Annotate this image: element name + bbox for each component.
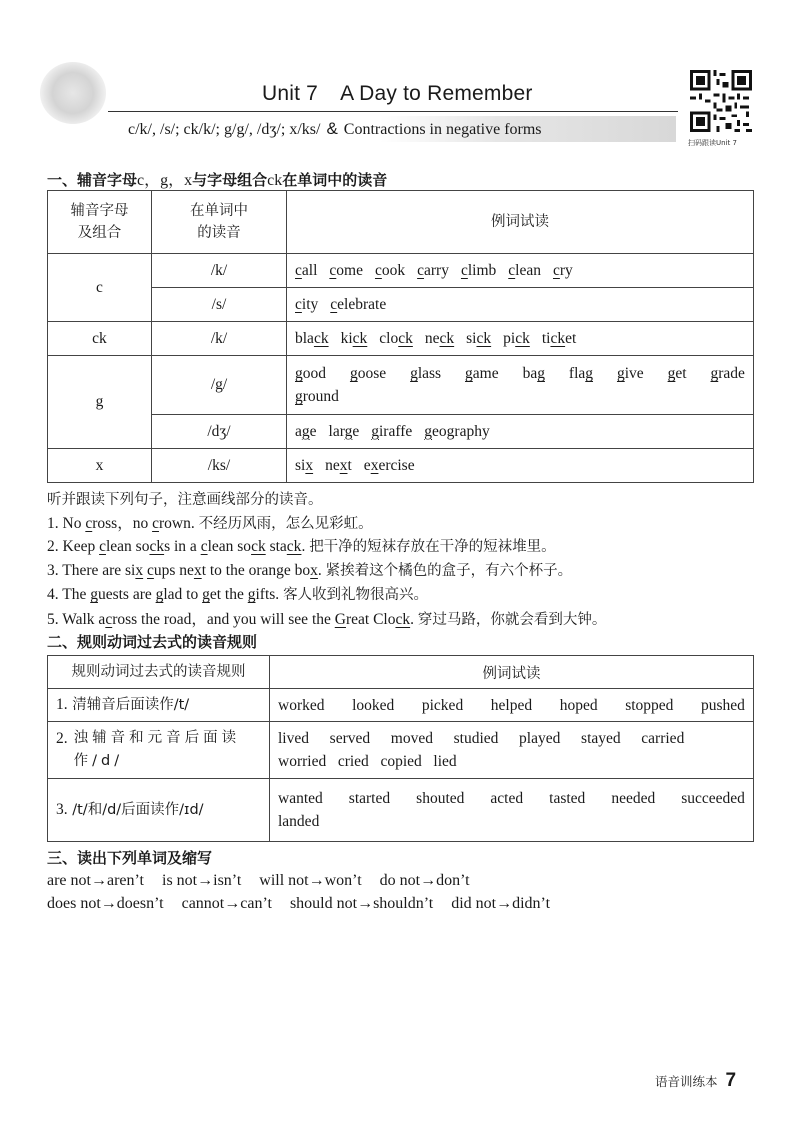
unit-title: A Day to Remember: [340, 82, 533, 105]
example-words: call come cook carry climb clean cry: [287, 254, 754, 288]
sound-cell: /ks/: [152, 449, 287, 483]
contraction-pair: cannot→can’t: [181, 895, 272, 912]
qr-code-icon[interactable]: [690, 70, 752, 132]
page-number: 7: [725, 1070, 737, 1091]
header-examples: 例词试读: [270, 656, 754, 689]
book-title: 语音训练本: [655, 1074, 718, 1089]
consonant-table: [47, 190, 754, 483]
qr-caption: 扫码跟读Unit 7: [688, 139, 737, 147]
sentence-1: 1. No cross，no crown. 不经历风雨，怎么见彩虹。: [47, 515, 373, 532]
contraction-line-2: [47, 895, 564, 913]
letter-cell: c: [48, 254, 152, 322]
header-sound: 在单词中 的读音: [152, 191, 287, 254]
sentence-2: 2. Keep clean socks in a clean sock stack. 把干净的短袜存放在干净的短袜堆里。: [47, 538, 556, 555]
rule-cell: 1. 清辅音后面读作/t/: [48, 689, 270, 722]
page-footer: [655, 1070, 736, 1092]
table-row: [48, 322, 754, 356]
grammar-focus: Contractions in negative forms: [343, 121, 542, 138]
example-words: black kick clock neck sick pick ticket: [287, 322, 754, 356]
table-row: [48, 356, 754, 415]
example-words: age large giraffe geography: [287, 415, 754, 449]
header-decoration: [40, 62, 106, 124]
sentence-3: 3. There are six cups next to the orange box. 紧挨着这个橘色的盒子，有六个杯子。: [47, 562, 573, 579]
sound-cell: /k/: [152, 322, 287, 356]
ampersand: &: [326, 119, 338, 138]
listen-instruction: 听并跟读下列句子，注意画线部分的读音。: [47, 492, 323, 508]
rule-cell: 3. /t/和/d/后面读作/ɪd/: [48, 779, 270, 842]
sentence-4: 4. The guests are glad to get the gifts. 客人收到礼物很高兴。: [47, 586, 429, 603]
contraction-pair: is not→isn’t: [162, 872, 242, 889]
example-words: wanted started shouted acted tasted needed succeeded landed: [270, 779, 754, 842]
title-rule: [108, 111, 678, 112]
sound-cell: /k/: [152, 254, 287, 288]
contraction-line-1: [47, 872, 484, 890]
example-words: city celebrate: [287, 288, 754, 322]
contraction-pair: did not→didn’t: [451, 895, 551, 912]
contraction-pair: does not→doesn’t: [47, 895, 164, 912]
table-row: [48, 722, 754, 779]
rule-cell: 2. 浊辅音和元音后面读作/d/: [48, 722, 270, 779]
sentence-5: 5. Walk across the road，and you will see the Great Clock. 穿过马路，你就会看到大钟。: [47, 611, 607, 628]
unit-label: Unit 7: [262, 82, 319, 105]
letter-cell: g: [48, 356, 152, 449]
header-examples: 例词试读: [287, 191, 754, 254]
section1-title: 一、辅音字母c，g，x与字母组合ck在单词中的读音: [47, 171, 388, 189]
table-row: [48, 689, 754, 722]
sound-cell: /dʒ/: [152, 415, 287, 449]
contraction-pair: will not→won’t: [259, 872, 362, 889]
sound-cell: /g/: [152, 356, 287, 415]
table-header-row: [48, 656, 754, 689]
header-rule: 规则动词过去式的读音规则: [48, 656, 270, 689]
section3-title: 三、读出下列单词及缩写: [47, 849, 213, 867]
example-words: good goose glass game bag flag give get grade ground: [287, 356, 754, 415]
table-header-row: [48, 191, 754, 254]
past-tense-table: [47, 655, 754, 842]
table-row: [48, 288, 754, 322]
section2-title: 二、规则动词过去式的读音规则: [47, 633, 258, 651]
table-row: [48, 779, 754, 842]
letter-cell: ck: [48, 322, 152, 356]
contraction-pair: should not→shouldn’t: [289, 895, 434, 912]
unit-subtitle: [128, 119, 542, 139]
example-words: worked looked picked helped hoped stopped pushed: [270, 689, 754, 722]
table-row: [48, 254, 754, 288]
example-words: six next exercise: [287, 449, 754, 483]
page-title: [262, 82, 533, 106]
contraction-pair: are not→aren’t: [47, 872, 144, 889]
table-row: [48, 415, 754, 449]
sound-cell: /s/: [152, 288, 287, 322]
contraction-pair: do not→don’t: [379, 872, 470, 889]
example-words: lived served moved studied played stayed carried worried cried copied lied: [270, 722, 754, 779]
table-row: [48, 449, 754, 483]
letter-cell: x: [48, 449, 152, 483]
phonics-focus: c/k/, /s/; ck/k/; g/g/, /dʒ/; x/ks/: [128, 121, 321, 138]
header-letter: 辅音字母 及组合: [48, 191, 152, 254]
